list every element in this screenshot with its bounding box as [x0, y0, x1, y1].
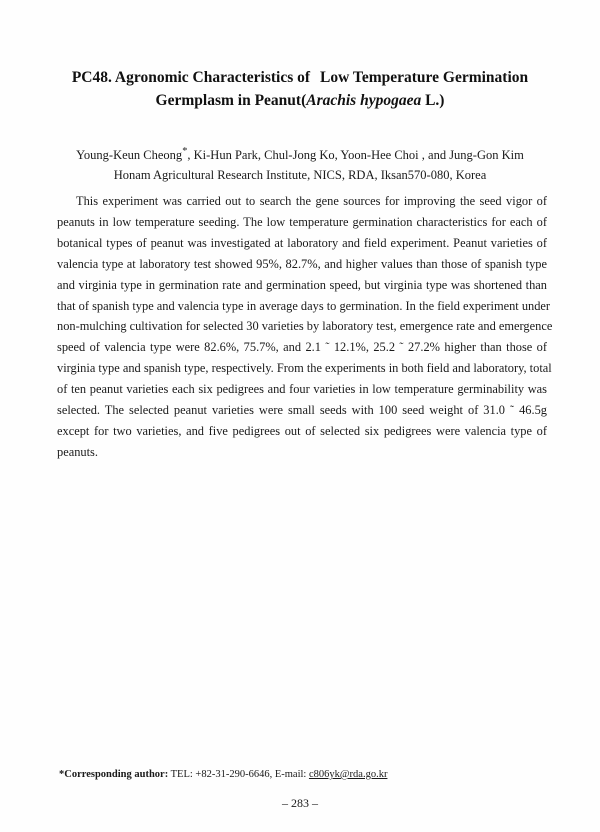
abstract-line: botanical types of peanut was investigated at laboratory and field experiment. Peanut varieties of: [57, 235, 547, 250]
title-line-1-part-a: PC48. Agronomic Characteristics of: [71, 69, 311, 86]
abstract-line: virginia type and spanish type, respectively. From the experiments in both field and laboratory, total: [57, 361, 552, 376]
title-line-2: [60, 89, 540, 112]
email-link[interactable]: c806yk@rda.go.kr: [308, 769, 388, 780]
species-name: Arachis hypogaea: [306, 92, 422, 109]
title-line-1: [60, 66, 540, 89]
abstract-line: speed of valencia type were 82.6%, 75.7%, and 2.1 ˜ 12.1%, 25.2 ˜ 27.2% higher than those of: [57, 340, 547, 355]
paper-title: [60, 66, 540, 112]
abstract-line: and virginia type in germination rate and germination speed, but virginia type was shortened than: [57, 277, 547, 292]
author-list: [40, 142, 560, 165]
abstract-line: of ten peanut varieties each six pedigrees and four varieties in low temperature germinability was: [57, 382, 547, 397]
corresponding-author-note: [59, 768, 387, 782]
abstract-line: non-mulching cultivation for selected 30 varieties by laboratory test, emergence rate and emergence: [57, 319, 553, 334]
abstract-line: This experiment was carried out to search the gene sources for improving the seed vigor of: [76, 194, 547, 208]
title-line-2-part-a: Germplasm in Peanut(: [155, 92, 307, 109]
author-block: [40, 142, 560, 185]
first-author: Young-Keun Cheong: [76, 148, 183, 163]
corresponding-author-label: *Corresponding author:: [59, 769, 169, 780]
title-line-1-part-b: Low Temperature Germination: [320, 69, 529, 86]
abstract-line: peanuts.: [57, 444, 98, 459]
abstract-line: that of spanish type and valencia type in average days to germination. In the field experiment under: [57, 298, 551, 313]
abstract-line: valencia type at laboratory test showed 95%, 82.7%, and higher values than those of spanish type: [57, 256, 547, 271]
affiliation: Honam Agricultural Research Institute, NICS, RDA, Iksan570-080, Korea: [113, 168, 487, 183]
abstract-line: selected. The selected peanut varieties were small seeds with 100 seed weight of 31.0 ˜ 46.5g: [57, 403, 547, 418]
page-number: – 283 –: [282, 796, 318, 810]
abstract-body: [57, 191, 553, 463]
abstract-line: peanuts in low temperature seeding. The low temperature germination characteristics for each of: [57, 214, 547, 229]
contact-info: TEL: +82-31-290-6646, E-mail:: [168, 769, 309, 780]
title-line-2-part-b: L.): [421, 92, 445, 109]
coauthors: , Ki-Hun Park, Chul-Jong Ko, Yoon-Hee Choi , and Jung-Gon Kim: [187, 148, 524, 163]
abstract-line: except for two varieties, and five pedigrees out of selected six pedigrees were valencia type of: [57, 423, 547, 438]
corresponding-asterisk: *: [182, 146, 188, 157]
